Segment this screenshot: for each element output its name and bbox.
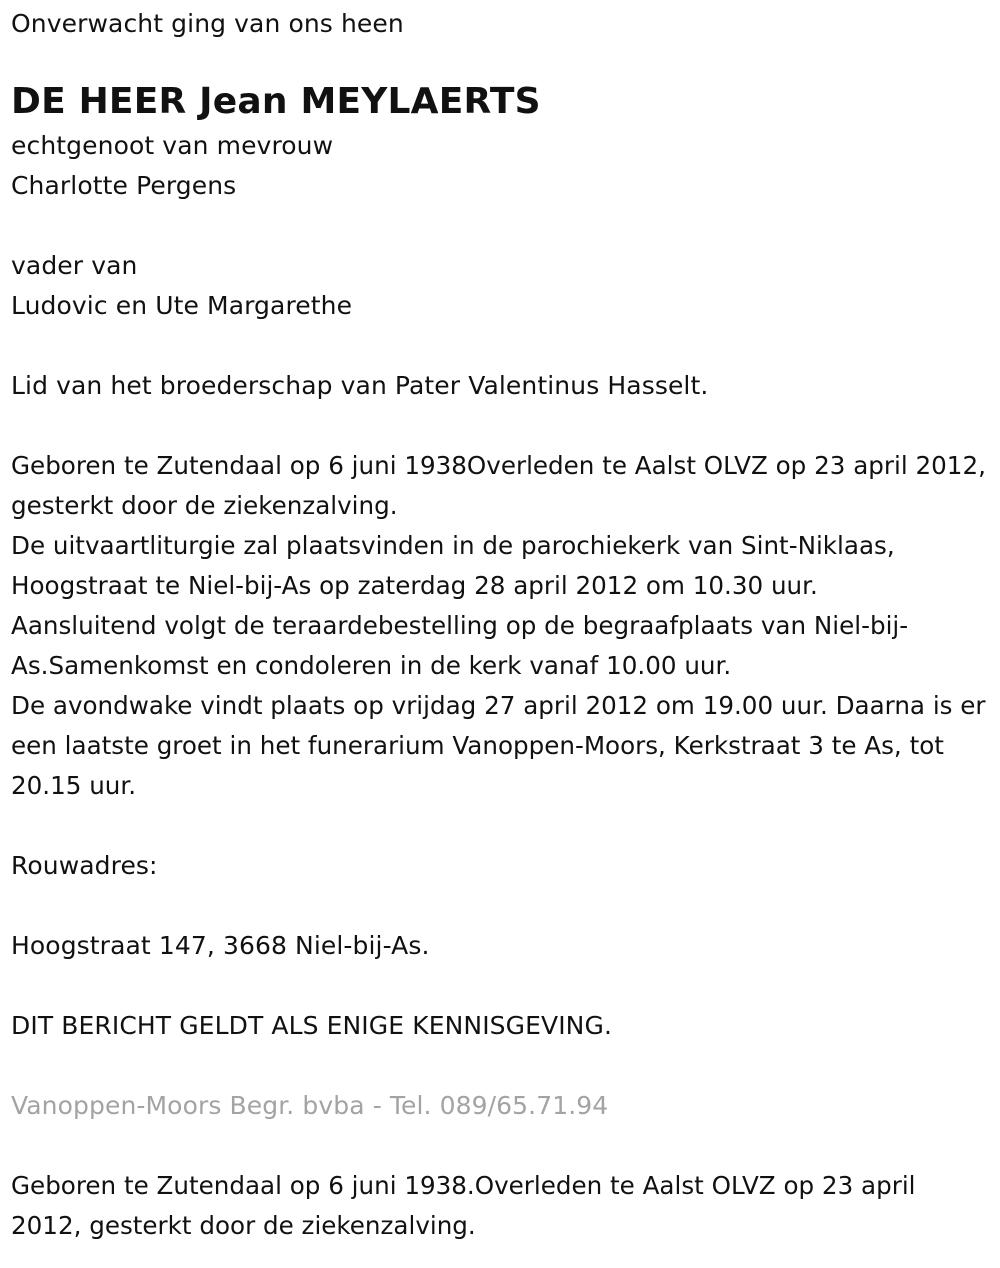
vigil-details: De avondwake vindt plaats op vrijdag 27 april 2012 om 19.00 uur. Daarna is er een laatste groet in het funerarium Vanoppen-Moors, Kerkstraat 3 te As, tot 20.15 uur. [11, 691, 986, 800]
notice-text: DIT BERICHT GELDT ALS ENIGE KENNISGEVING. [11, 1011, 612, 1040]
intro-text: Onverwacht ging van ons heen [11, 9, 404, 38]
spacer [11, 326, 989, 366]
spacer [11, 806, 989, 846]
membership-text: Lid van het broederschap van Pater Valentinus Hasselt. [11, 371, 709, 400]
footer-birth-death-details: Geboren te Zutendaal op 6 juni 1938.Overleden te Aalst OLVZ op 23 april 2012, gesterkt door de ziekenzalving. [11, 1171, 916, 1240]
children-names: Ludovic en Ute Margarethe [11, 291, 353, 320]
birth-death-details: Geboren te Zutendaal op 6 juni 1938Overleden te Aalst OLVZ op 23 april 2012, gesterkt door de ziekenzalving. [11, 451, 986, 520]
mourning-address-label: Rouwadres: [11, 851, 158, 880]
spouse-name: Charlotte Pergens [11, 171, 237, 200]
spacer [11, 406, 989, 446]
spacer [11, 886, 989, 926]
spacer [11, 206, 989, 246]
spacer [11, 966, 989, 1006]
burial-details: Aansluitend volgt de teraardebestelling op de begraafplaats van Niel-bij-As.Samenkomst en condoleren in de kerk vanaf 10.00 uur. [11, 611, 909, 680]
children-label: vader van [11, 251, 138, 280]
spouse-label: echtgenoot van mevrouw [11, 131, 334, 160]
funeral-home-contact: Vanoppen-Moors Begr. bvba - Tel. 089/65.71.94 [11, 1091, 609, 1120]
spacer [11, 1126, 989, 1166]
funeral-service-details: De uitvaartliturgie zal plaatsvinden in de parochiekerk van Sint-Niklaas, Hoogstraat te Niel-bij-As op zaterdag 28 april 2012 om 10.30 uur. [11, 531, 895, 600]
deceased-name: DE HEER Jean MEYLAERTS [11, 81, 541, 122]
spacer [11, 1046, 989, 1086]
mourning-address: Hoogstraat 147, 3668 Niel-bij-As. [11, 931, 430, 960]
